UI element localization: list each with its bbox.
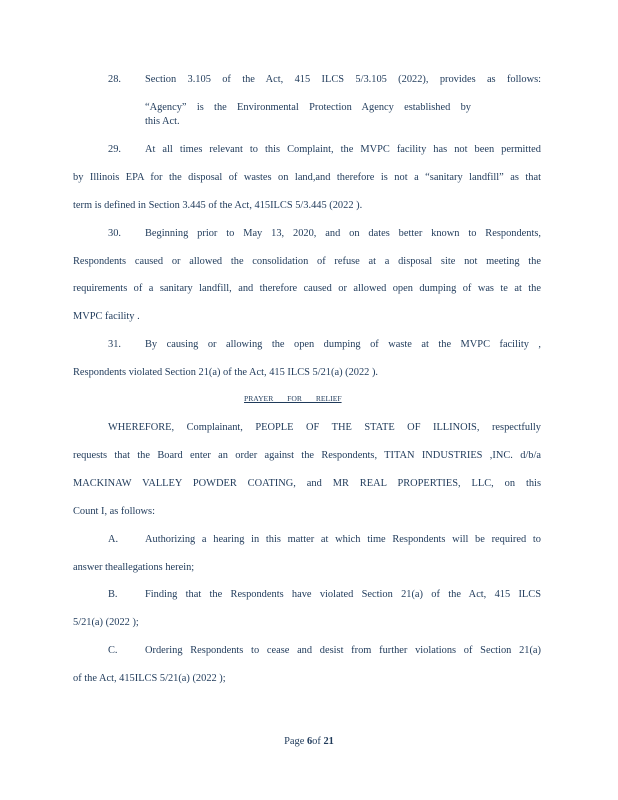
paragraph-30-line-4: MVPC facility .	[73, 311, 140, 322]
page-total: 21	[323, 736, 334, 747]
relief-c-line-2: of the Act, 415ILCS 5/21(a) (2022 );	[73, 673, 226, 684]
paragraph-31-line-2: Respondents violated Section 21(a) of the Act, 415 ILCS 5/21(a) (2022 ).	[73, 367, 379, 378]
paragraph-number: 30.	[108, 228, 121, 239]
paragraph-30-line-2: Respondents caused or allowed the consolidation of refuse at a disposal site not meeting the	[73, 256, 541, 267]
paragraph-31-line-1: 31. By causing or allowing the open dumping of waste at the MVPC facility ,	[108, 339, 541, 350]
paragraph-number: 31.	[108, 339, 121, 350]
paragraph-30-line-3: requirements of a sanitary landfill, and therefore caused or allowed open dumping of was te at the	[73, 283, 541, 294]
page-current: 6	[306, 736, 313, 747]
quote-line-2: this Act.	[145, 116, 180, 127]
paragraph-number: 29.	[108, 144, 121, 155]
prayer-line-1: WHEREFORE, Complainant, PEOPLE OF THE STATE OF ILLINOIS, respectfully	[108, 422, 541, 433]
prayer-for-relief-heading: PRAYER FOR RELIEF	[244, 394, 342, 403]
page-of: of	[312, 736, 321, 747]
relief-a-line-2: answer theallegations herein;	[73, 562, 195, 573]
quote-line-1: “Agency” is the Environmental Protection Agency established by	[145, 102, 471, 113]
paragraph-29-line-1: 29. At all times relevant to this Complaint, the MVPC facility has not been permitted	[108, 144, 541, 155]
relief-c-line-1: C. Ordering Respondents to cease and desist from further violations of Section 21(a)	[108, 645, 541, 656]
prayer-line-2: requests that the Board enter an order against the Respondents, TITAN INDUSTRIES ,INC. d/b/a	[73, 450, 541, 461]
page-footer	[0, 736, 618, 747]
page-label: Page	[284, 736, 305, 747]
paragraph-28-line-1: 28. Section 3.105 of the Act, 415 ILCS 5/3.105 (2022), provides as follows:	[108, 74, 541, 85]
relief-letter: C.	[108, 645, 118, 656]
paragraph-29-line-2: by Illinois EPA for the disposal of wastes on land,and therefore is not a “sanitary landfill” as that	[73, 172, 541, 183]
prayer-line-3: MACKINAW VALLEY POWDER COATING, and MR REAL PROPERTIES, LLC, on this	[73, 478, 541, 489]
relief-letter: B.	[108, 589, 118, 600]
relief-b-line-2: 5/21(a) (2022 );	[73, 617, 139, 628]
prayer-line-4: Count I, as follows:	[73, 506, 155, 517]
relief-b-line-1: B. Finding that the Respondents have violated Section 21(a) of the Act, 415 ILCS	[108, 589, 541, 600]
relief-letter: A.	[108, 534, 119, 545]
relief-a-line-1: A. Authorizing a hearing in this matter at which time Respondents will be required to	[108, 534, 541, 545]
paragraph-30-line-1: 30. Beginning prior to May 13, 2020, and on dates better known to Respondents,	[108, 228, 541, 239]
paragraph-29-line-3: term is defined in Section 3.445 of the Act, 415ILCS 5/3.445 (2022 ).	[73, 200, 363, 211]
paragraph-number: 28.	[108, 74, 121, 85]
